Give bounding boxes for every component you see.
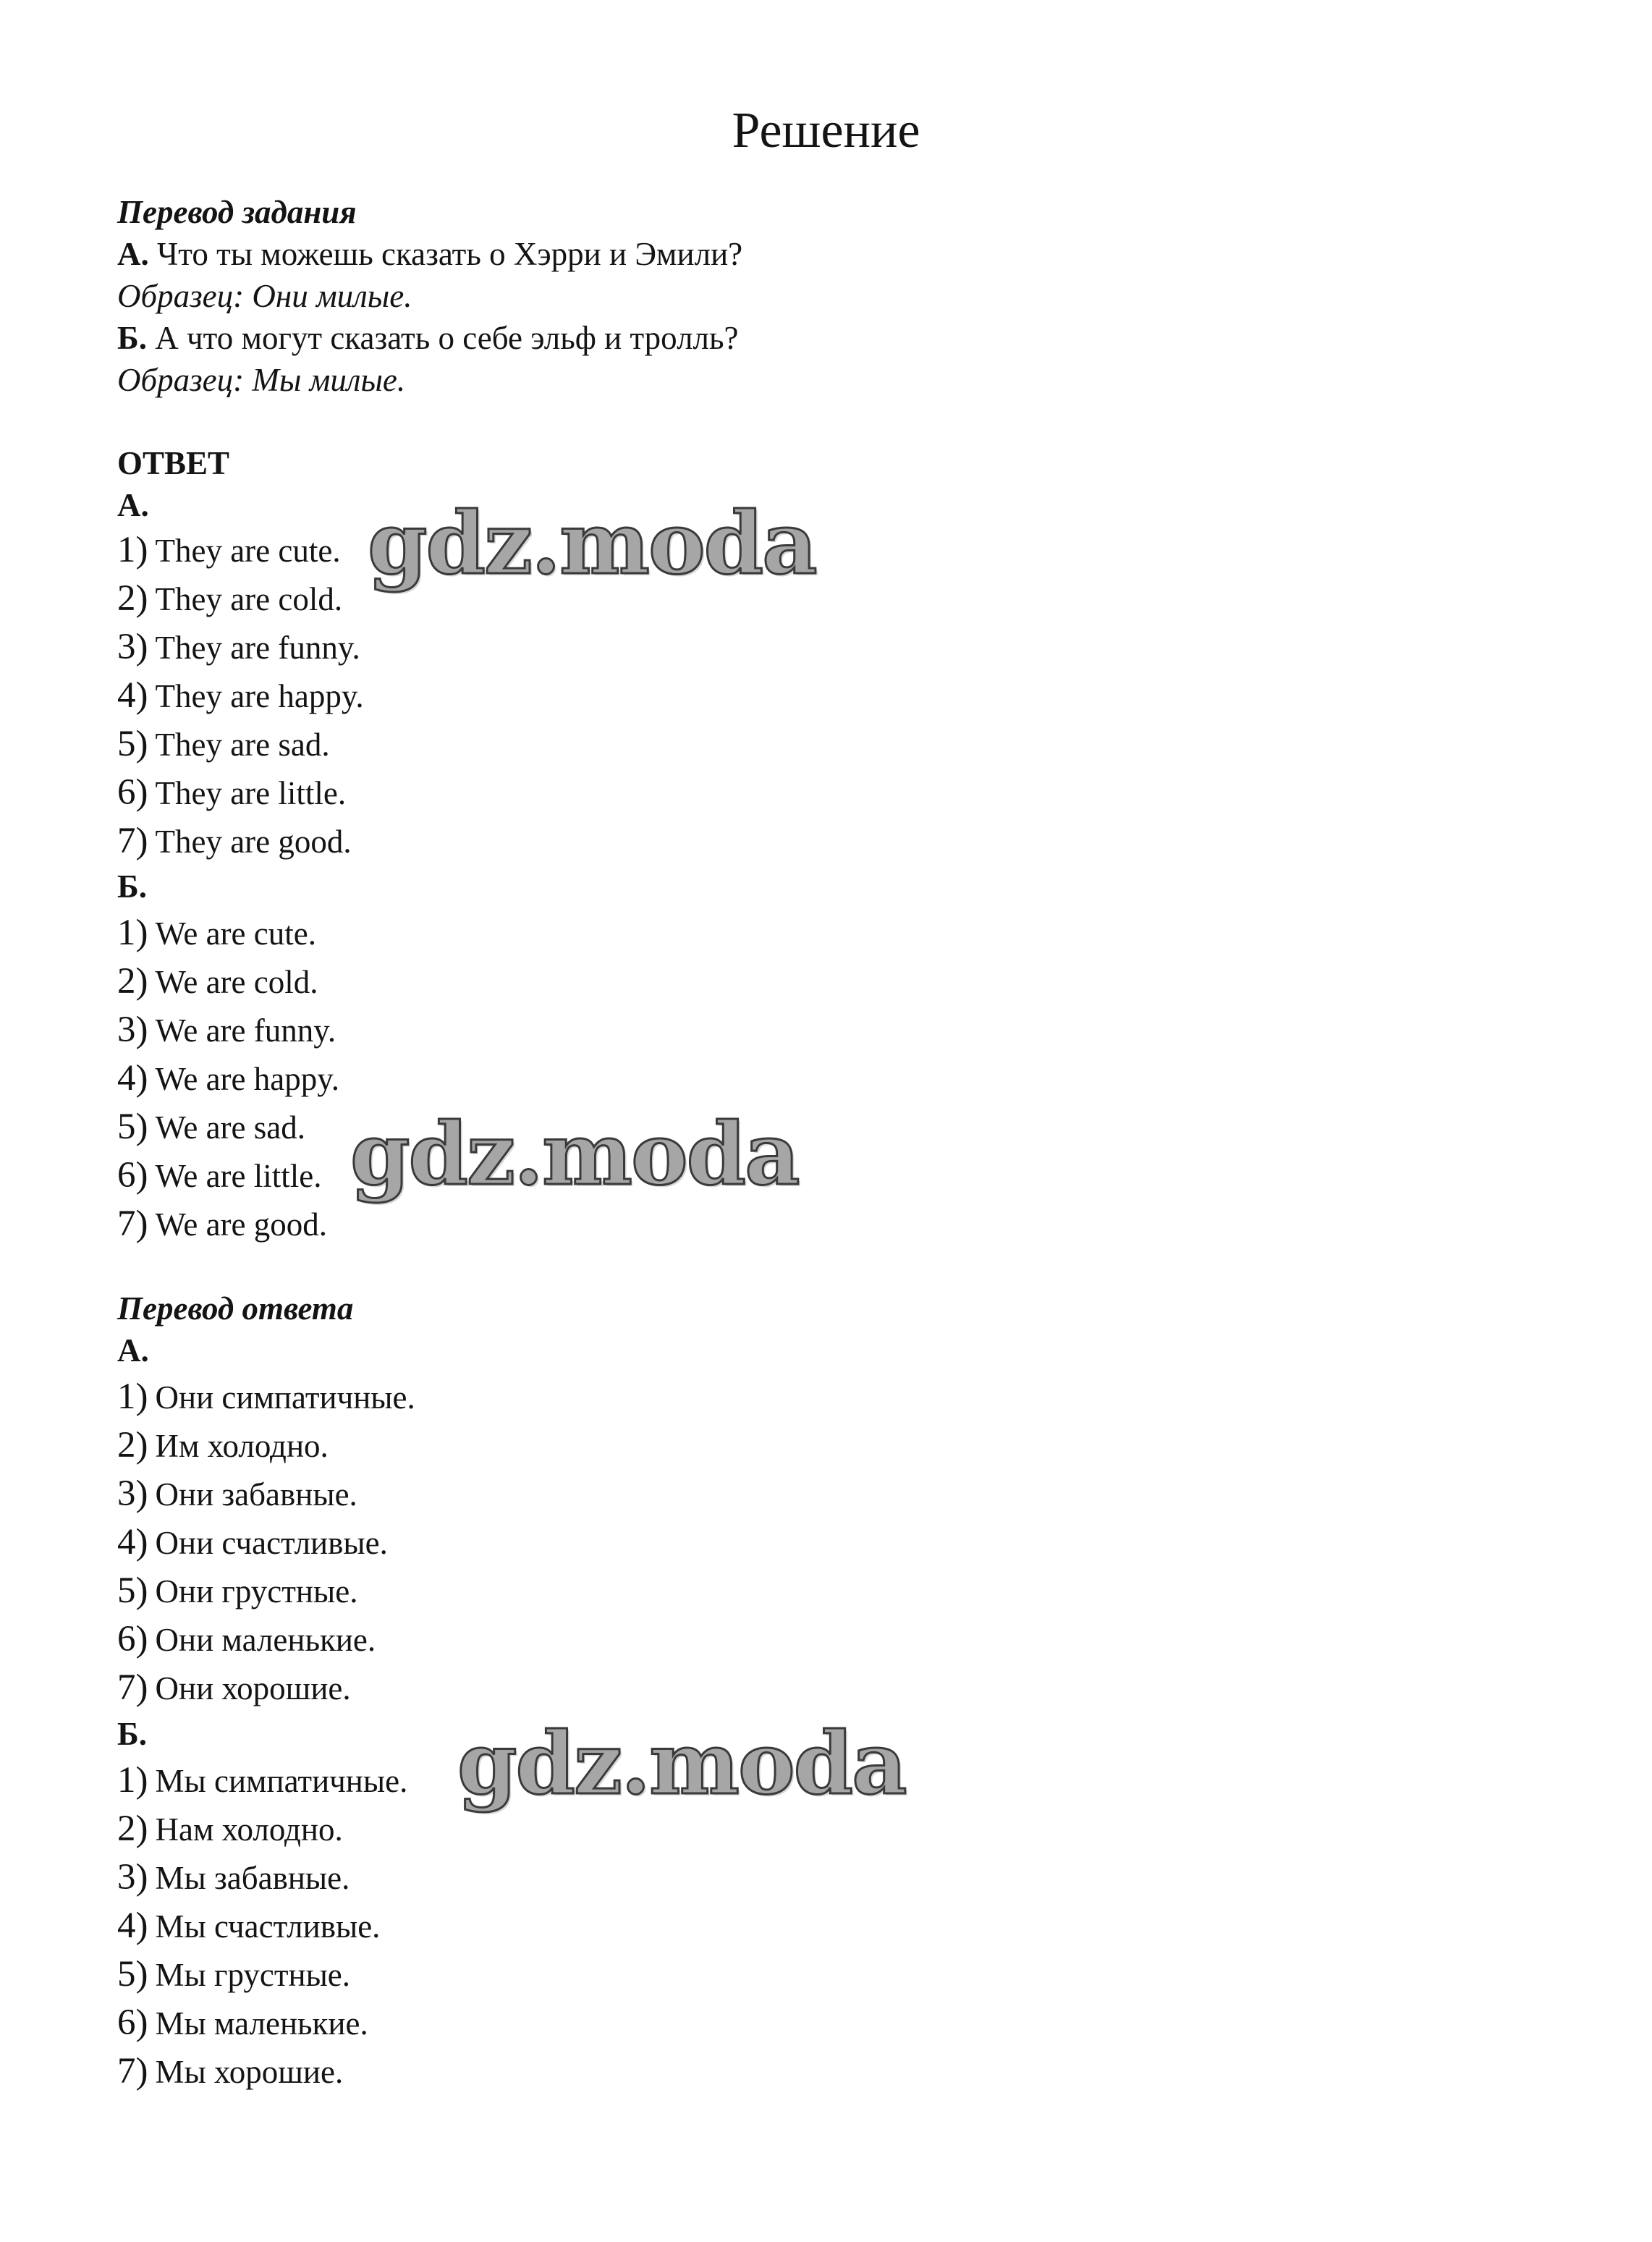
answer-a-item (117, 819, 352, 863)
item-number: 7) (117, 821, 148, 861)
item-text: They are cold. (155, 581, 343, 617)
page-title: Решение (732, 103, 920, 158)
task-b-example: Образец: Мы милые. (117, 362, 406, 398)
item-text: Мы грустные. (155, 1957, 351, 1993)
item-text: They are good. (155, 824, 352, 860)
item-text: We are cute. (155, 915, 316, 952)
item-number: 4) (117, 1058, 148, 1099)
answer-b-item (117, 1202, 327, 1246)
answer-a-item (117, 625, 360, 669)
watermark-logo: gdz.moda (457, 1713, 906, 1814)
task-translation-heading: Перевод задания (117, 194, 357, 230)
translation-b-label: Б. (117, 1716, 148, 1752)
item-text: They are little. (155, 775, 347, 811)
item-text: Мы маленькие. (155, 2005, 368, 2042)
item-number: 6) (117, 772, 148, 813)
item-text: Они счастливые. (155, 1525, 388, 1561)
item-text: We are happy. (155, 1061, 340, 1097)
translation-a-label: А. (117, 1332, 149, 1369)
answer-a-item (117, 577, 342, 621)
translation-a-item (117, 1424, 329, 1468)
item-number: 5) (117, 1570, 148, 1611)
item-number: 3) (117, 1857, 148, 1898)
item-text: Они грустные. (155, 1573, 358, 1609)
item-number: 1) (117, 530, 148, 570)
answer-a-item (117, 528, 341, 572)
item-number: 7) (117, 1204, 148, 1244)
translation-a-item (117, 1617, 376, 1662)
task-b-label: Б. (117, 320, 148, 356)
item-text: Мы хорошие. (155, 2054, 344, 2090)
item-number: 2) (117, 961, 148, 1002)
item-text: Они симпатичные. (155, 1379, 415, 1416)
task-a-text: Что ты можешь сказать о Хэрри и Эмили? (157, 236, 743, 272)
answer-heading: ОТВЕТ (117, 445, 230, 481)
answer-a-item (117, 771, 346, 815)
item-number: 5) (117, 1954, 148, 1994)
answer-a-item (117, 674, 364, 718)
answer-b-item (117, 960, 318, 1004)
item-number: 4) (117, 675, 148, 716)
item-number: 6) (117, 1155, 148, 1196)
translation-a-item (117, 1472, 357, 1516)
translation-a-item (117, 1520, 388, 1565)
translation-b-item (117, 1759, 407, 1803)
item-number: 3) (117, 1010, 148, 1050)
item-text: Они хорошие. (155, 1670, 351, 1706)
item-text: Мы забавные. (155, 1860, 350, 1896)
item-number: 5) (117, 724, 148, 764)
watermark-logo: gdz.moda (350, 1104, 799, 1204)
item-number: 6) (117, 1619, 148, 1659)
item-number: 3) (117, 1473, 148, 1514)
task-a-label: А. (117, 236, 149, 272)
item-text: They are sad. (155, 727, 330, 763)
item-number: 1) (117, 913, 148, 953)
item-text: We are sad. (155, 1109, 305, 1146)
item-text: We are little. (155, 1158, 322, 1194)
translation-a-item (117, 1375, 415, 1419)
task-b-line (117, 316, 739, 360)
answer-b-item (117, 911, 316, 955)
answer-translation-heading: Перевод ответа (117, 1290, 354, 1327)
item-number: 1) (117, 1376, 148, 1417)
item-number: 2) (117, 1425, 148, 1465)
item-number: 7) (117, 2051, 148, 2091)
translation-b-item (117, 2049, 343, 2094)
item-text: We are good. (155, 1206, 328, 1243)
translation-a-item (117, 1569, 357, 1613)
item-text: We are funny. (155, 1012, 336, 1049)
item-text: Им холодно. (155, 1428, 329, 1464)
task-b-text: А что могут сказать о себе эльф и тролль? (155, 320, 739, 356)
task-a-example: Образец: Они милые. (117, 278, 412, 314)
answer-b-item (117, 1008, 336, 1052)
item-number: 2) (117, 1809, 148, 1849)
translation-a-item (117, 1666, 351, 1710)
item-number: 6) (117, 2002, 148, 2043)
item-text: They are cute. (155, 533, 341, 569)
item-text: They are happy. (155, 678, 364, 714)
item-text: We are cold. (155, 964, 318, 1000)
translation-b-item (117, 1953, 350, 1997)
item-text: They are funny. (155, 630, 360, 666)
translation-b-item (117, 1904, 380, 1948)
answer-b-item (117, 1105, 305, 1149)
answer-b-item (117, 1154, 322, 1198)
translation-b-item (117, 1807, 343, 1851)
item-text: Мы счастливые. (155, 1908, 381, 1945)
item-number: 7) (117, 1667, 148, 1708)
item-number: 4) (117, 1905, 148, 1946)
item-text: Нам холодно. (155, 1811, 343, 1848)
watermark-logo: gdz.moda (368, 493, 816, 593)
item-number: 5) (117, 1107, 148, 1147)
answer-a-item (117, 722, 330, 766)
translation-b-item (117, 2001, 368, 2045)
answer-b-label: Б. (117, 868, 148, 905)
item-number: 2) (117, 578, 148, 619)
item-number: 3) (117, 627, 148, 667)
item-text: Они маленькие. (155, 1622, 376, 1658)
task-a-line (117, 232, 742, 276)
translation-b-item (117, 1856, 350, 1900)
answer-b-item (117, 1057, 339, 1101)
item-number: 1) (117, 1760, 148, 1801)
item-text: Мы симпатичные. (155, 1763, 408, 1799)
item-number: 4) (117, 1522, 148, 1562)
answer-a-label: А. (117, 487, 149, 523)
item-text: Они забавные. (155, 1476, 357, 1513)
